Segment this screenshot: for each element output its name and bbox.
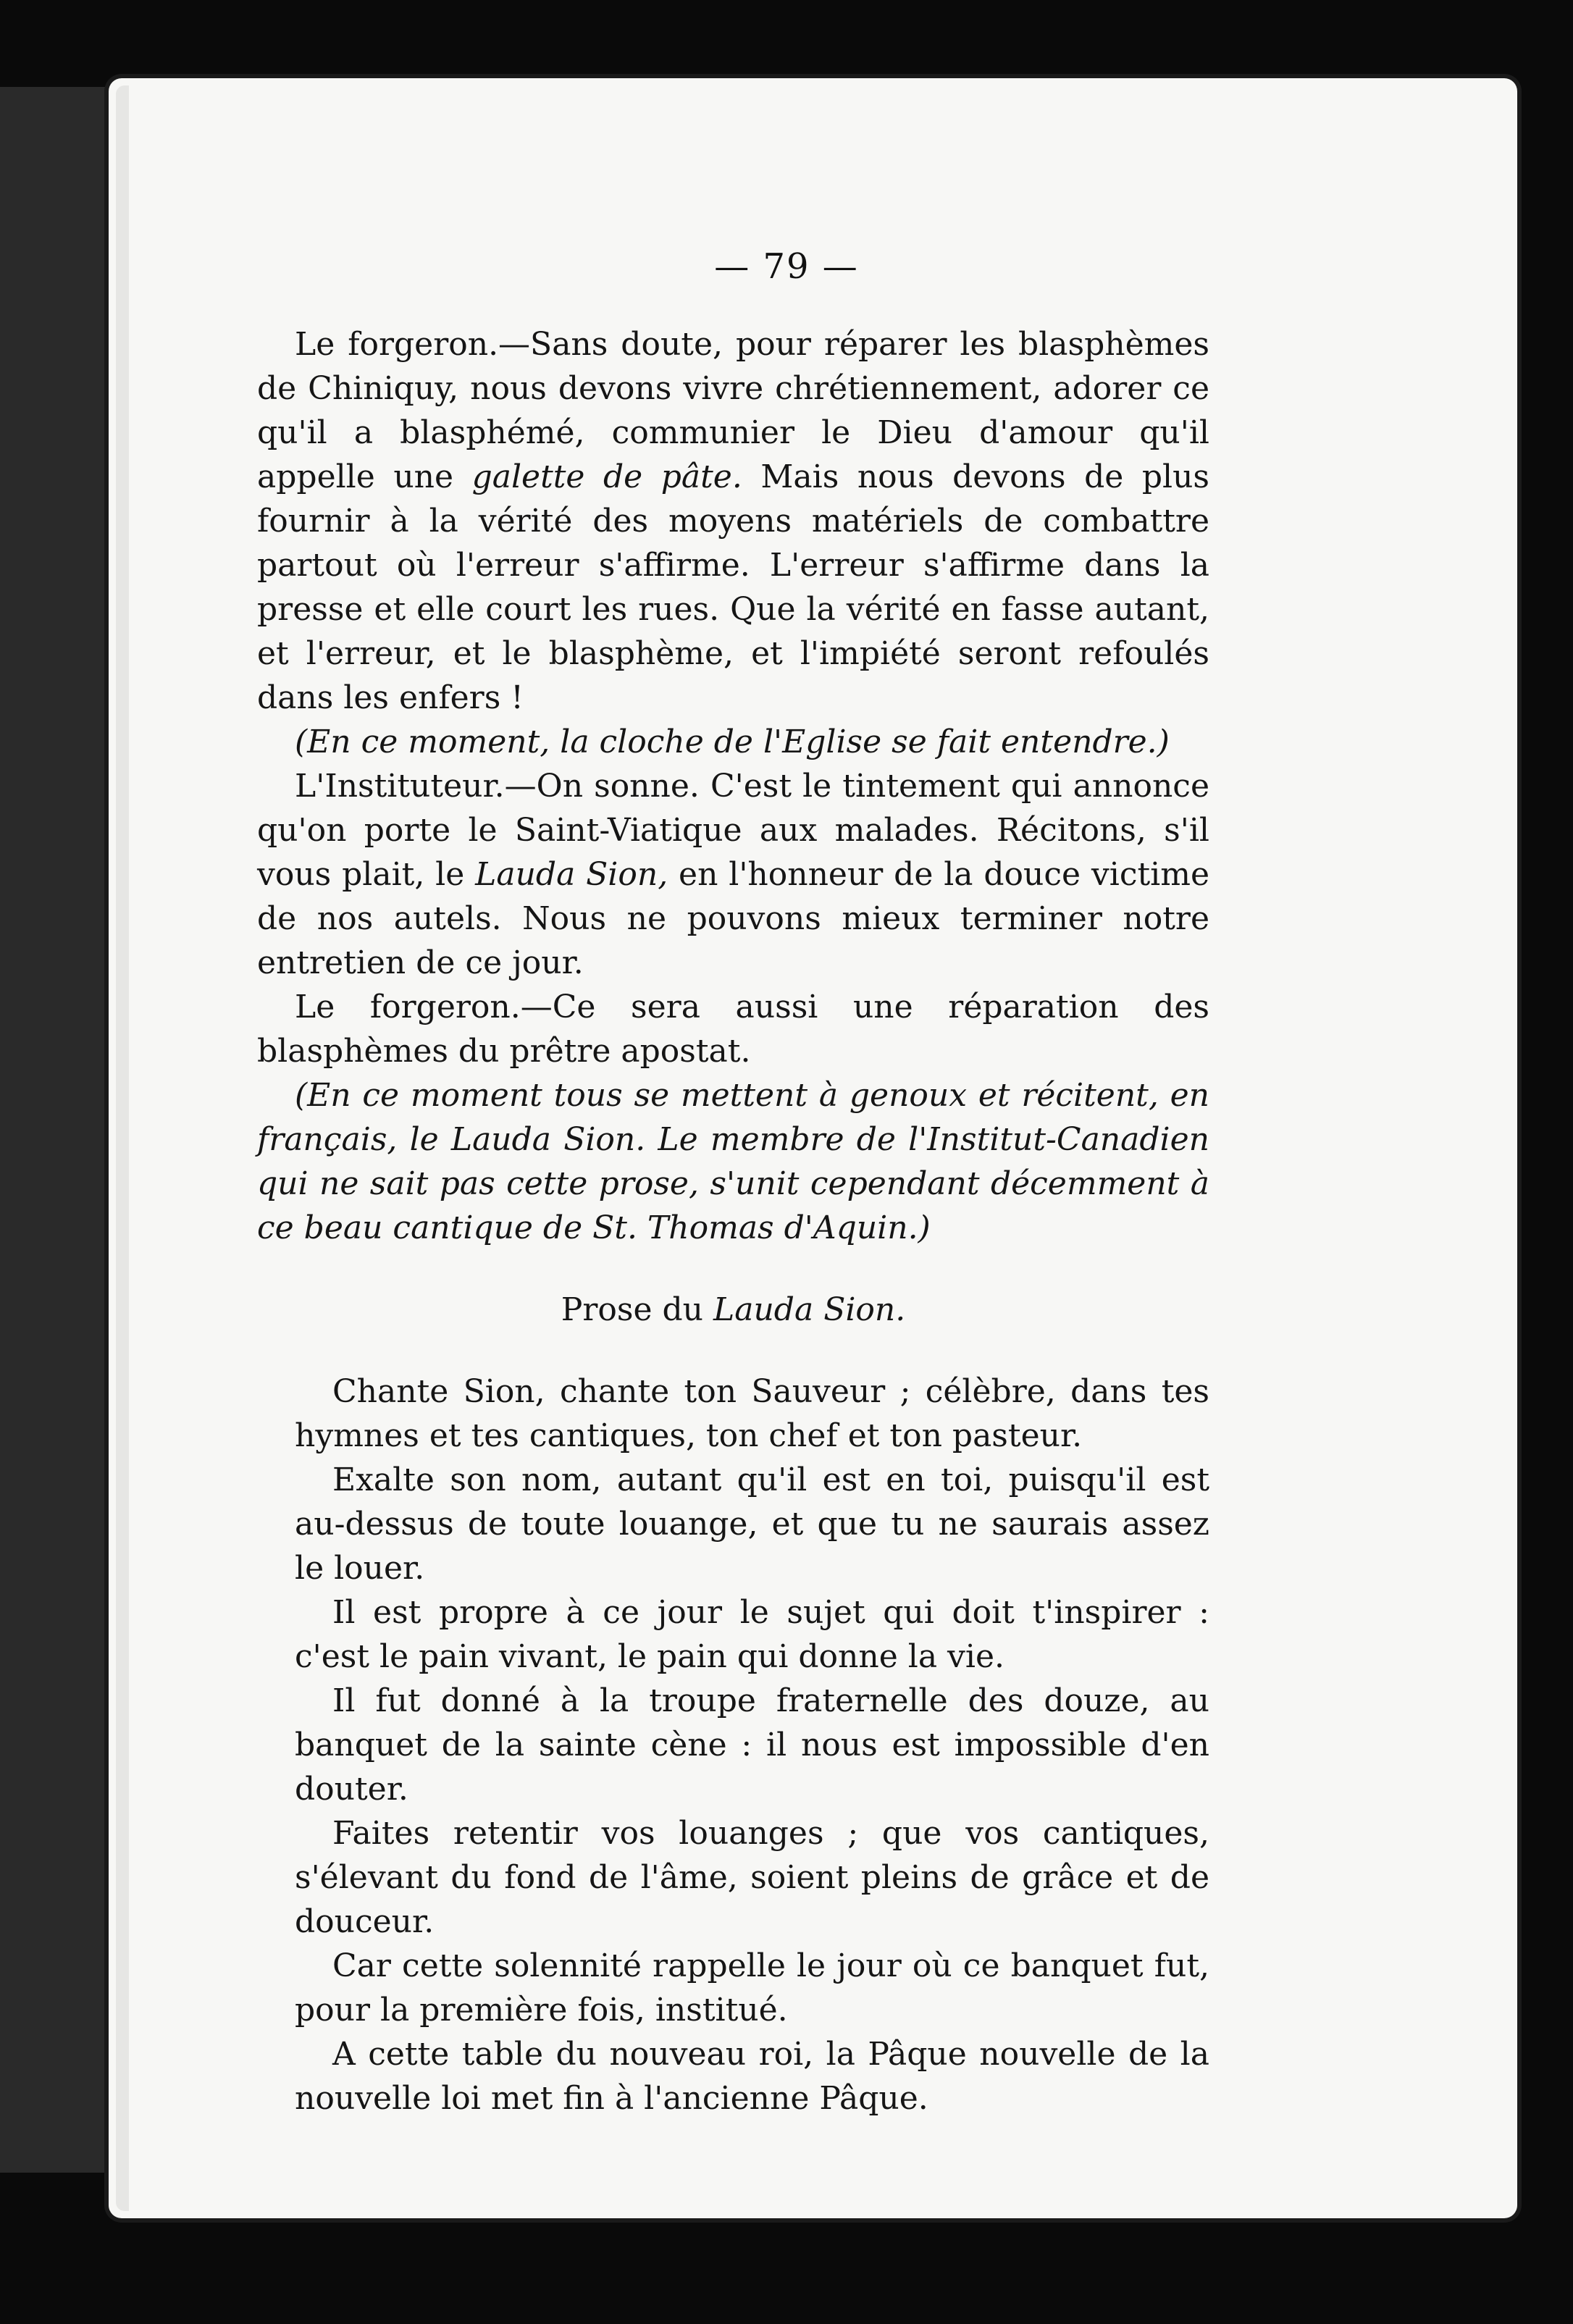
page-number: — 79 — xyxy=(714,246,859,287)
heading-title: Lauda Sion. xyxy=(713,1291,906,1328)
text-segment: galette de pâte. xyxy=(471,458,742,495)
heading-prefix: Prose du xyxy=(561,1291,714,1328)
page-shadow xyxy=(0,87,123,2173)
text-segment: Le forgeron.—Sans doute, pour réparer les blasphèmes de Chiniquy, nous devons vivre chrétiennement, adorer ce qu'il a blasphémé, communier le Dieu d'amour qu'il appelle une xyxy=(257,326,1209,495)
body-text xyxy=(257,322,1209,2120)
verse: Car cette solennité rappelle le jour où ce banquet fut, pour la première fois, institué. xyxy=(295,1947,1209,2029)
section-heading xyxy=(257,1288,1209,1332)
verse: Il fut donné à la troupe fraternelle des douze, au banquet de la sainte cène : il nous est impossible d'en douter. xyxy=(295,1682,1209,1808)
text-segment: (En ce moment tous se mettent à genoux et récitent, en français, le Lauda Sion. Le membre de l'Institut-Canadien qui ne sait pas cette prose, s'unit cependant décemment à ce beau cantique de St. Thomas d'Aquin.) xyxy=(257,1077,1209,1246)
text-segment: en l'honneur de la douce victime de nos autels. Nous ne pouvons mieux terminer notre entretien de ce jour. xyxy=(257,856,1209,981)
verse: Il est propre à ce jour le sujet qui doit t'inspirer : c'est le pain vivant, le pain qui donne la vie. xyxy=(295,1594,1209,1675)
verse: Faites retentir vos louanges ; que vos cantiques, s'élevant du fond de l'âme, soient pleins de grâce et de douceur. xyxy=(295,1815,1209,1940)
verse: Chante Sion, chante ton Sauveur ; célèbre, dans tes hymnes et tes cantiques, ton chef et ton pasteur. xyxy=(295,1373,1209,1454)
dialogue-paragraph xyxy=(257,322,1209,720)
text-segment: Lauda Sion, xyxy=(475,856,668,893)
stage-direction xyxy=(257,720,1209,764)
dialogue-paragraph xyxy=(257,764,1209,985)
dialogue-paragraph xyxy=(257,985,1209,1073)
text-segment: Le forgeron.—Ce sera aussi une réparation des blasphèmes du prêtre apostat. xyxy=(257,989,1209,1070)
verse: Exalte son nom, autant qu'il est en toi, puisqu'il est au-dessus de toute louange, et que tu ne saurais assez le louer. xyxy=(295,1461,1209,1587)
stage-direction xyxy=(257,1073,1209,1250)
text-segment: Mais nous devons de plus fournir à la vérité des moyens matériels de combattre partout où l'erreur s'affirme. L'erreur s'affirme dans la presse et elle court les rues. Que la vérité en fasse autant, et l'erreur, et le blasphème, et l'impiété seront refoulés dans les enfers ! xyxy=(257,458,1209,716)
paragraphs xyxy=(257,322,1209,1250)
page-edge xyxy=(116,85,129,2211)
verse-list xyxy=(257,1369,1209,2120)
text-segment: (En ce moment, la cloche de l'Eglise se fait entendre.) xyxy=(295,723,1170,760)
verse: A cette table du nouveau roi, la Pâque nouvelle de la nouvelle loi met fin à l'ancienne Pâque. xyxy=(295,2036,1209,2117)
text-segment: L'Instituteur.—On sonne. C'est le tintement qui annonce qu'on porte le Saint-Viatique aux malades. Récitons, s'il vous plait, le xyxy=(257,768,1209,893)
